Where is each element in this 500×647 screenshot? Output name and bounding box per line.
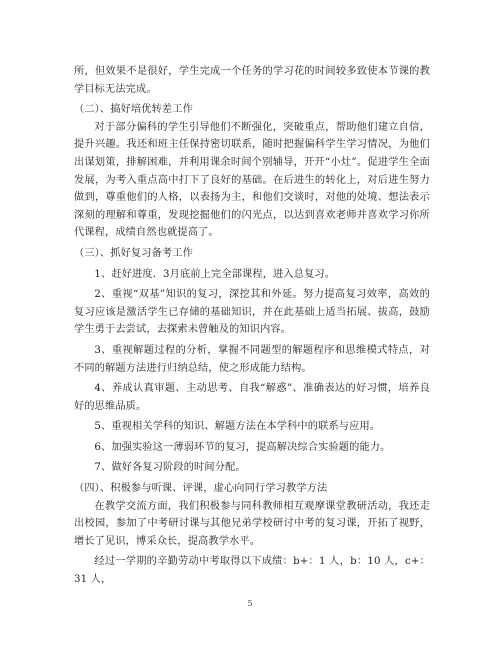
section-heading-4: （四）、积极参与听课、评课，虚心向同行学习教学方法: [74, 483, 328, 495]
list-item-7: 7、做好各复习阶段的时间分配。: [94, 462, 246, 474]
section-heading-3: （三）、抓好复习备考工作: [74, 247, 193, 259]
list-item-4: 4、养成认真审题、主动思考、自我“解惑”、准确表达的好习惯，培养良好的思维品质。: [74, 383, 430, 412]
paragraph-tutoring: 对于部分偏科的学生引导他们不断强化，突破重点，帮助他们建立自信，提升兴趣。我还和班主任保持密切联系，随时把握偏科学生学习情况，为他们出谋划策，排解困难，并利用课余时间个别辅导，开开“小灶”。促进学生全面发展，为考入重点高中打下了良好的基础。在后进生的转化上，对后进生努力做到，尊重他们的人格，以表扬为主，和他们交谈时，对他的处境、想法表示深刻的理解和尊重，发现挖掘他们的闪光点，以达到喜欢老师并喜欢学习你所代课程，成绩自然也就提高了。: [74, 121, 430, 239]
paragraph-continuation: 所，但效果不是很好，学生完成一个任务的学习花的时间较多致使本节课的教学目标无法完成。: [74, 66, 430, 95]
paragraph-results: 经过一学期的辛勤劳动中考取得以下成绩：b+：1 人，b：10 人，c+：31 人，: [74, 556, 430, 586]
list-item-6: 6、加强实验这一薄弱环节的复习，提高解决综合实验题的能力。: [94, 441, 391, 453]
list-item-2: 2、重视“双基”知识的复习，深挖其和外延。努力提高复习效率，高效的复习应该是激活学生已存储的基础知识，并在此基础上适当拓展、拔高，鼓励学生勇于去尝试，去探索未曾触及的知识内容。: [74, 289, 430, 336]
paragraph-exchange: 在教学交流方面，我们积极参与同科教师相互观摩课堂教研活动，我还走出校园，参加了中考研讨课与其他兄弟学校研讨中考的复习课，开拓了视野，增长了见识，博采众长，提高教学水平。: [74, 500, 430, 547]
page-number: 5: [247, 599, 253, 608]
list-item-1: 1、赶好进度．3月底前上完全部课程，进入总复习。: [94, 268, 336, 280]
list-item-5: 5、重视相关学科的知识、解题方法在本学科中的联系与应用。: [94, 421, 381, 433]
section-heading-2: （二）、搞好培优转差工作: [74, 104, 193, 116]
document-body: [74, 63, 430, 589]
list-item-3: 3、重视解题过程的分析，掌握不同题型的解题程序和思维模式特点，对不同的解题方法进行归纳总结，使之形成能力结构。: [74, 344, 430, 374]
